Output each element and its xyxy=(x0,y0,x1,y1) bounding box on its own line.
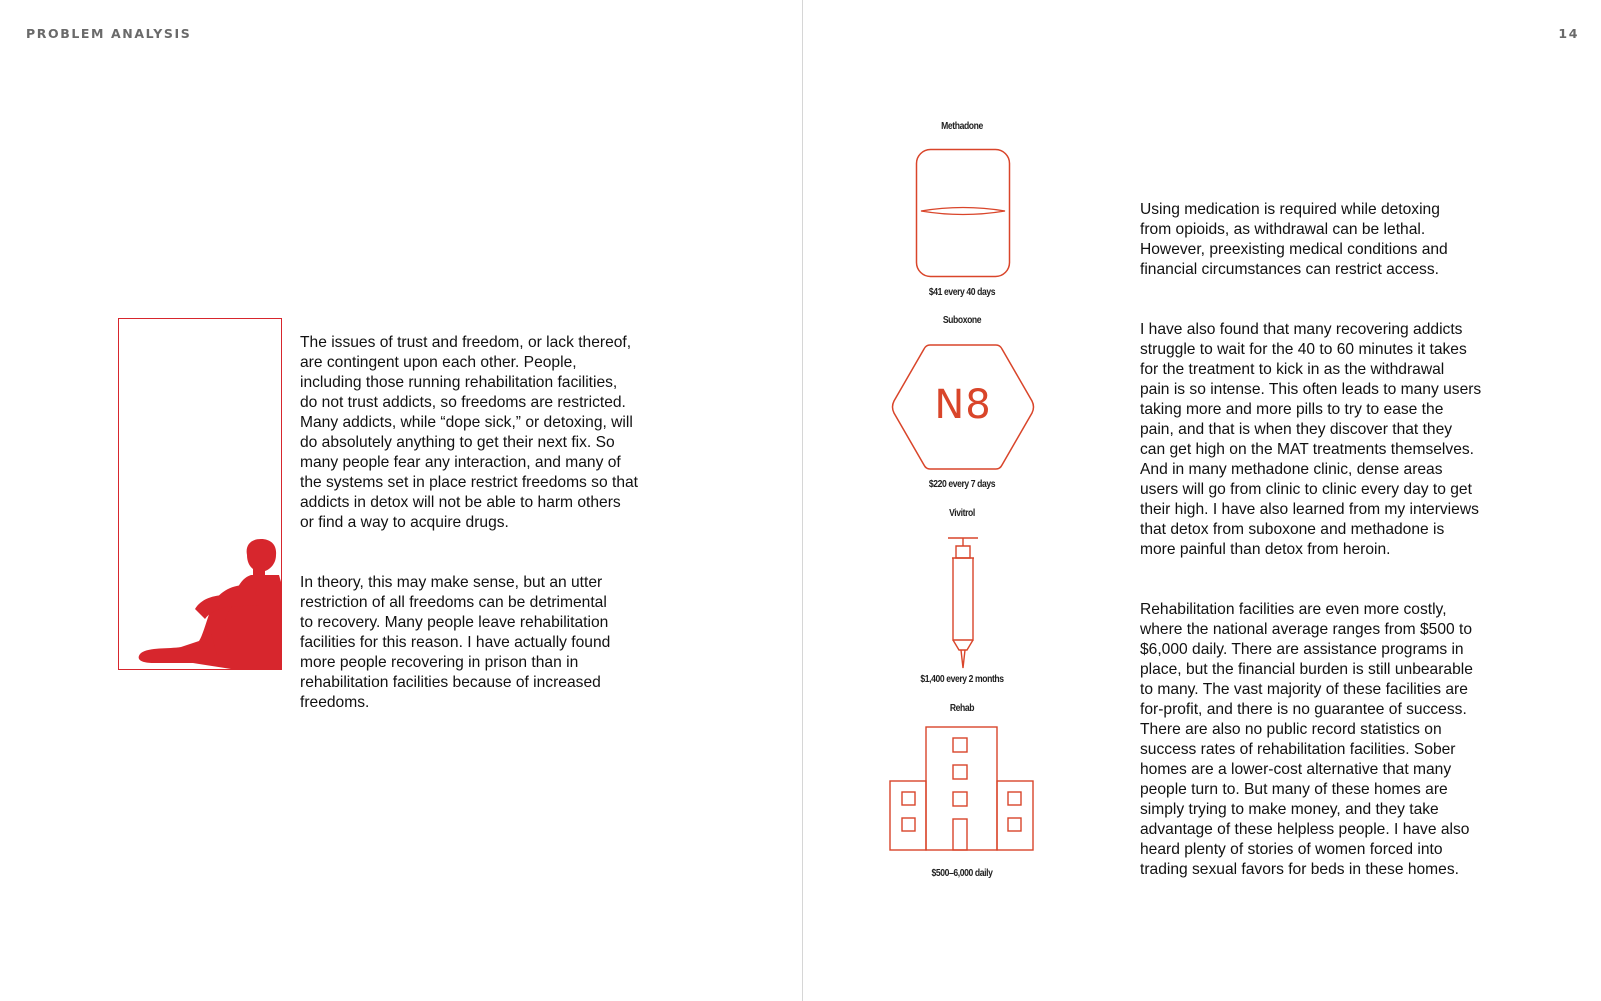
page-number: 14 xyxy=(1558,26,1579,41)
methadone-cost: $41 every 40 days xyxy=(928,286,996,298)
vivitrol-cost: $1,400 every 2 months xyxy=(920,673,1004,685)
rehab-label: Rehab xyxy=(949,702,975,714)
pill-icon xyxy=(915,148,1011,278)
left-paragraph-1: The issues of trust and freedom, or lack thereof, are contingent upon each other. People, including those running rehabilitation facilities, do not trust addicts, so freedoms are restricted. Many addicts, while “dope sick,” or detoxing, will do absolutely anything to get their next fix. So many people fear any interaction, and many of the systems set in place restrict freedoms so that addicts in detox will not be able to harm others or find a way to acquire drugs. xyxy=(300,334,638,531)
left-page-body xyxy=(300,313,680,753)
methadone-label: Methadone xyxy=(941,120,983,132)
illustration-frame xyxy=(118,318,282,670)
right-page-body xyxy=(1140,180,1520,920)
spread-divider xyxy=(802,0,803,1001)
suboxone-cost: $220 every 7 days xyxy=(928,478,996,490)
syringe-icon xyxy=(938,536,988,670)
tablet-imprint: N8 xyxy=(934,382,992,428)
vivitrol-label: Vivitrol xyxy=(949,507,975,519)
right-paragraph-1: Using medication is required while detoxing from opioids, as withdrawal can be lethal. However, preexisting medical conditions and financial circumstances can restrict access. xyxy=(1140,201,1448,278)
building-icon xyxy=(889,726,1034,851)
right-paragraph-2: I have also found that many recovering addicts struggle to wait for the 40 to 60 minutes it takes for the treatment to kick in as the withdrawal pain is so intense. This often leads to many users taking more and more pills to try to ease the pain, and that is when they discover that they can get high on the MAT treatments themselves. And in many methadone clinic, dense areas users will go from clinic to clinic every day to get their high. I have also learned from my interviews that detox from suboxone and methadone is more painful than detox from heroin. xyxy=(1140,321,1482,558)
right-paragraph-3: Rehabilitation facilities are even more costly, where the national average ranges from $500 to $6,000 daily. There are assistance programs in place, but the financial burden is still unbearable to many. The vast majority of these facilities are for-profit, and there is no guarantee of success. There are also no public record statistics on success rates of rehabilitation facilities. Sober homes are a lower-cost alternative that many people turn to. But many of these homes are simply trying to make money, and they take advantage of these helpless people. I have also heard plenty of stories of women forced into trading sexual favors for beds in these homes. xyxy=(1140,601,1473,878)
left-paragraph-2: In theory, this may make sense, but an utter restriction of all freedoms can be detrimental to recovery. Many people leave rehabilitation facilities for this reason. I have actually found more people recovering in prison than in rehabilitation facilities because of increased freedoms. xyxy=(300,574,611,711)
seated-person-silhouette-icon xyxy=(119,319,282,670)
rehab-cost: $500–6,000 daily xyxy=(931,867,993,879)
section-title: PROBLEM ANALYSIS xyxy=(26,26,192,41)
suboxone-label: Suboxone xyxy=(942,314,982,326)
